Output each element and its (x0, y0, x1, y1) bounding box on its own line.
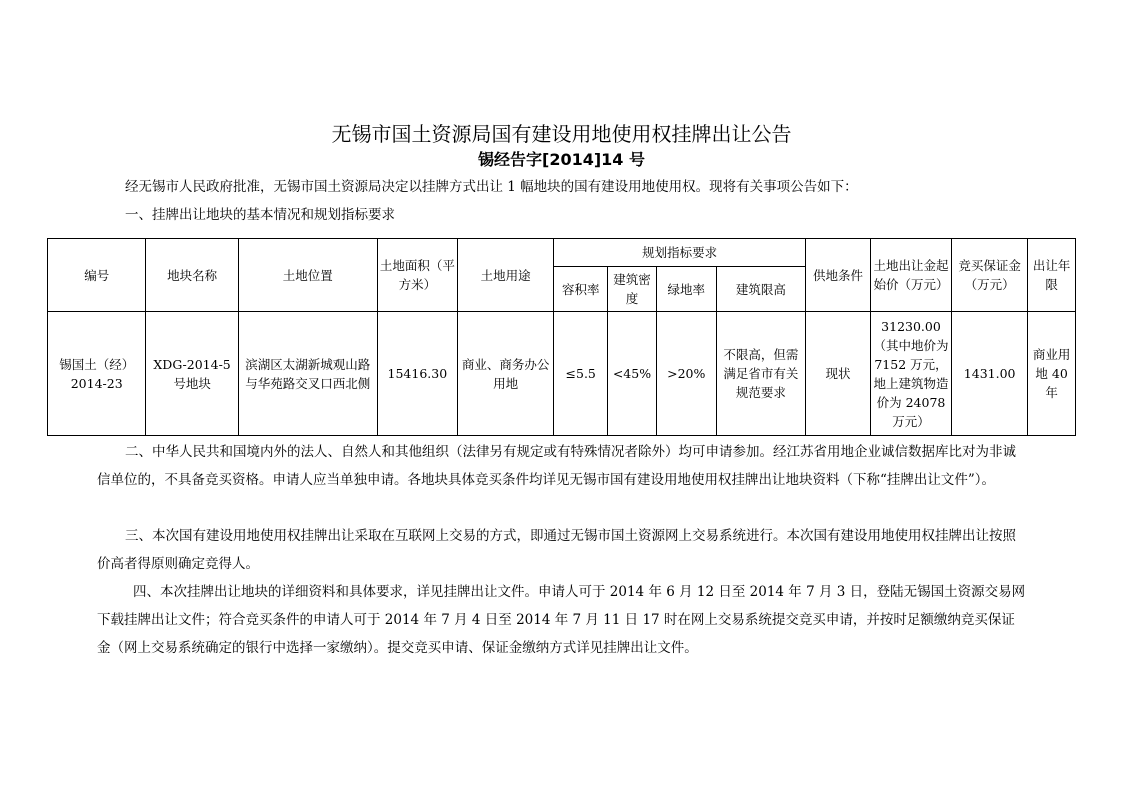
cell-id: 锡国土（经）2014-23 (48, 312, 146, 436)
header-supply: 供地条件 (805, 239, 870, 312)
cell-name: XDG-2014-5 号地块 (146, 312, 238, 436)
header-planning: 规划指标要求 (554, 239, 806, 267)
cell-deposit: 1431.00 (952, 312, 1028, 436)
section-4-paragraph: 四、本次挂牌出让地块的详细资料和具体要求，详见挂牌出让文件。申请人可于 2014 年 6 月 12 日至 2014 年 7 月 3 日，登陆无锡国土资源交易网下载挂牌出让文件；符合竞买条件的申请人可于 2014 年 7 月 4 日至 2014 年 7 月 11 日 17 时在网上交易系统提交竞买申请，并按时足额缴纳竞买保证金（网上交易系统确定的银行中选择一家缴纳）。提交竞买申请、保证金缴纳方式详见挂牌出让文件。 (97, 584, 1026, 656)
header-price: 土地出让金起始价（万元） (870, 239, 951, 312)
header-height: 建筑限高 (716, 267, 805, 312)
cell-use: 商业、商务办公用地 (457, 312, 553, 436)
cell-height: 不限高，但需满足省市有关规范要求 (716, 312, 805, 436)
header-use: 土地用途 (457, 239, 553, 312)
cell-green: >20% (656, 312, 716, 436)
header-location: 土地位置 (238, 239, 377, 312)
section-1-heading: 一、挂牌出让地块的基本情况和规划指标要求 (125, 207, 395, 223)
header-term: 出让年限 (1028, 239, 1076, 312)
document-number: 锡经告字[2014]14 号 (478, 150, 645, 169)
header-far: 容积率 (554, 267, 608, 312)
section-2-paragraph: 二、中华人民共和国境内外的法人、自然人和其他组织（法律另有规定或有特殊情况者除外）均可申请参加。经江苏省用地企业诚信数据库比对为非诚信单位的，不具备竞买资格。申请人应当单独申请。各地块具体竞买条件均详见无锡市国有建设用地使用权挂牌出让地块资料（下称“挂牌出让文件”）。 (97, 444, 1016, 488)
table-row (48, 312, 1076, 436)
cell-far: ≤5.5 (554, 312, 608, 436)
cell-area: 15416.30 (377, 312, 457, 436)
header-id: 编号 (48, 239, 146, 312)
header-deposit: 竞买保证金（万元） (952, 239, 1028, 312)
cell-term: 商业用地 40 年 (1028, 312, 1076, 436)
header-density: 建筑密度 (608, 267, 657, 312)
table-header-row (48, 239, 1076, 267)
cell-price: 31230.00（其中地价为 7152 万元，地上建筑物造价为 24078 万元） (870, 312, 951, 436)
header-green: 绿地率 (656, 267, 716, 312)
cell-density: <45% (608, 312, 657, 436)
section-3-paragraph: 三、本次国有建设用地使用权挂牌出让采取在互联网上交易的方式，即通过无锡市国土资源网上交易系统进行。本次国有建设用地使用权挂牌出让按照价高者得原则确定竞得人。 (97, 528, 1016, 572)
header-area: 土地面积（平方米） (377, 239, 457, 312)
land-parcel-table (47, 238, 1076, 436)
cell-location: 滨湖区太湖新城观山路与华苑路交叉口西北侧 (238, 312, 377, 436)
notice-title: 无锡市国土资源局国有建设用地使用权挂牌出让公告 (331, 122, 792, 146)
cell-supply: 现状 (805, 312, 870, 436)
header-name: 地块名称 (146, 239, 238, 312)
intro-paragraph: 经无锡市人民政府批准，无锡市国土资源局决定以挂牌方式出让 1 幅地块的国有建设用地使用权。现将有关事项公告如下： (125, 179, 858, 195)
